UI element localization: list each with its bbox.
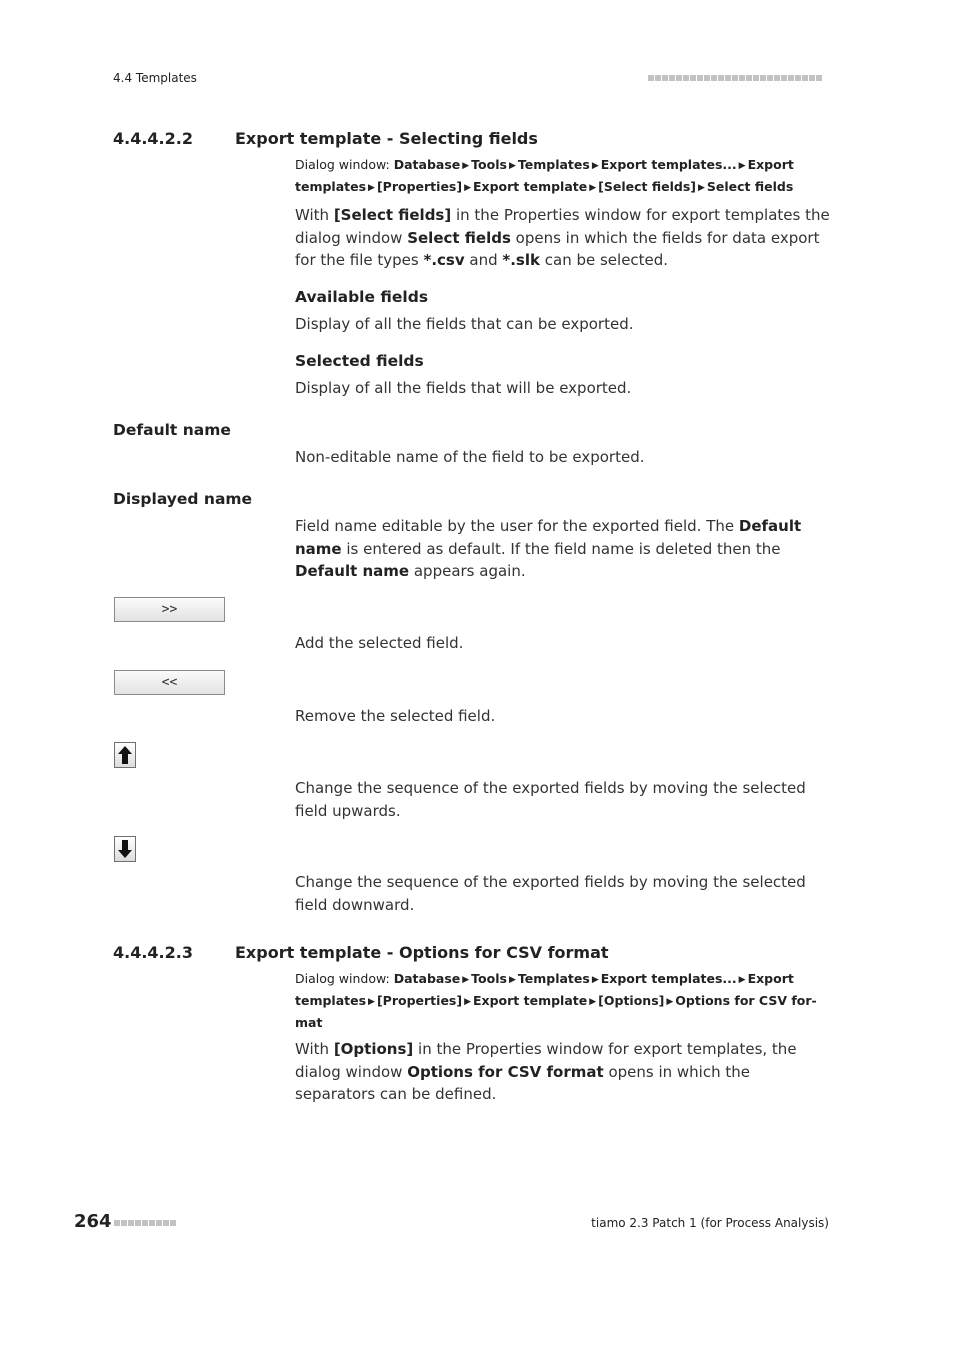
- available-fields-title: Available fields: [295, 288, 429, 306]
- path-item: Export templates: [295, 971, 794, 1008]
- path-item: [Options]: [598, 993, 665, 1008]
- move-down-desc: Change the sequence of the exported fields by moving the selected field downward.: [295, 873, 806, 914]
- path-arrow-icon: ▶: [464, 997, 471, 1007]
- path-item: Templates: [517, 971, 590, 986]
- text: With: [295, 206, 334, 224]
- displayed-name-title: Displayed name: [113, 490, 253, 508]
- arrow-up-icon: [117, 745, 133, 765]
- selected-fields-desc: Display of all the fields that will be exported.: [295, 379, 632, 397]
- path-item: Export templates...: [600, 157, 737, 172]
- path-arrow-icon: ▶: [508, 161, 516, 171]
- path-item: [Properties]: [376, 993, 463, 1008]
- path-arrow-icon: ▶: [368, 183, 375, 193]
- path-item: Export templates...: [600, 971, 737, 986]
- arrow-down-icon: [117, 839, 133, 859]
- footer-dots-decoration: [114, 1220, 176, 1226]
- path-arrow-icon: ▶: [462, 161, 470, 171]
- path-item: Export template: [473, 179, 588, 194]
- add-field-button-label: >>: [161, 602, 178, 617]
- path-item: Export templates: [295, 157, 794, 194]
- bold-text: *.csv: [423, 251, 465, 270]
- text: is entered as default. If the field name is deleted then the: [341, 539, 781, 558]
- path-arrow-icon: ▶: [508, 975, 516, 985]
- dialog-path: [295, 969, 825, 1033]
- intro-paragraph: [295, 204, 830, 272]
- path-item: [Properties]: [376, 179, 463, 194]
- path-prefix: Dialog window:: [295, 971, 394, 986]
- add-field-desc: Add the selected field.: [295, 634, 464, 652]
- text: and: [464, 251, 503, 270]
- path-arrow-icon: ▶: [666, 997, 674, 1007]
- path-item: Options for CSV for-mat: [295, 993, 817, 1030]
- path-arrow-icon: ▶: [589, 997, 597, 1007]
- section-number: 4.4.4.2.2: [113, 129, 193, 148]
- path-arrow-icon: ▶: [738, 161, 746, 171]
- bold-text: *.slk: [502, 251, 540, 270]
- path-arrow-icon: ▶: [368, 997, 375, 1007]
- text: in the Properties window for export templates, the dialog window: [295, 1040, 797, 1081]
- text: opens in which the fields for data export for the file types: [295, 228, 820, 270]
- move-up-desc: Change the sequence of the exported fields by moving the selected field upwards.: [295, 779, 806, 820]
- text: Field name editable by the user for the exported field. The: [295, 517, 739, 535]
- section-number: 4.4.4.2.3: [113, 943, 193, 962]
- move-up-button[interactable]: [114, 742, 136, 768]
- bold-text: [Options]: [333, 1040, 414, 1058]
- path-arrow-icon: ▶: [589, 183, 597, 193]
- path-item: Templates: [517, 157, 590, 172]
- path-arrow-icon: ▶: [464, 183, 471, 193]
- path-arrow-icon: ▶: [591, 161, 599, 171]
- remove-field-button[interactable]: [114, 670, 225, 695]
- path-item: Tools: [471, 157, 507, 172]
- text: can be selected.: [539, 251, 669, 270]
- bold-text: Default name: [295, 517, 802, 558]
- path-item: Database: [393, 971, 461, 986]
- default-name-desc: Non-editable name of the field to be exported.: [295, 448, 645, 466]
- path-item: Select fields: [706, 179, 794, 194]
- available-fields-desc: Display of all the fields that can be exported.: [295, 315, 634, 333]
- displayed-name-desc: [295, 515, 830, 583]
- dialog-path: [295, 155, 825, 199]
- path-arrow-icon: ▶: [697, 183, 705, 193]
- bold-text: Default name: [295, 562, 410, 581]
- path-item: Tools: [471, 971, 507, 986]
- move-down-button[interactable]: [114, 836, 136, 862]
- remove-field-button-label: <<: [161, 675, 178, 690]
- add-field-button[interactable]: [114, 597, 225, 622]
- text: With: [295, 1040, 334, 1058]
- running-header: 4.4 Templates: [113, 71, 197, 85]
- bold-text: [Select fields]: [333, 206, 452, 224]
- path-item: Export template: [473, 993, 588, 1008]
- text: appears again.: [409, 562, 526, 581]
- text: in the Properties window for export templates the dialog window: [295, 206, 830, 247]
- text: opens in which the separators can be defined.: [295, 1062, 750, 1104]
- intro-paragraph: [295, 1038, 830, 1106]
- section-title: Export template - Selecting fields: [235, 129, 538, 148]
- path-arrow-icon: ▶: [591, 975, 599, 985]
- selected-fields-title: Selected fields: [295, 352, 424, 370]
- path-item: Database: [393, 157, 461, 172]
- bold-text: Options for CSV format: [407, 1062, 604, 1081]
- remove-field-desc: Remove the selected field.: [295, 707, 496, 725]
- path-arrow-icon: ▶: [462, 975, 470, 985]
- section-title: Export template - Options for CSV format: [235, 943, 609, 962]
- product-name: tiamo 2.3 Patch 1 (for Process Analysis): [591, 1216, 829, 1230]
- bold-text: Select fields: [407, 228, 511, 247]
- page-number: 264: [74, 1211, 112, 1232]
- path-prefix: Dialog window:: [295, 157, 394, 172]
- default-name-title: Default name: [113, 421, 231, 439]
- path-arrow-icon: ▶: [738, 975, 746, 985]
- path-item: [Select fields]: [598, 179, 696, 194]
- header-dots-decoration: [648, 75, 822, 81]
